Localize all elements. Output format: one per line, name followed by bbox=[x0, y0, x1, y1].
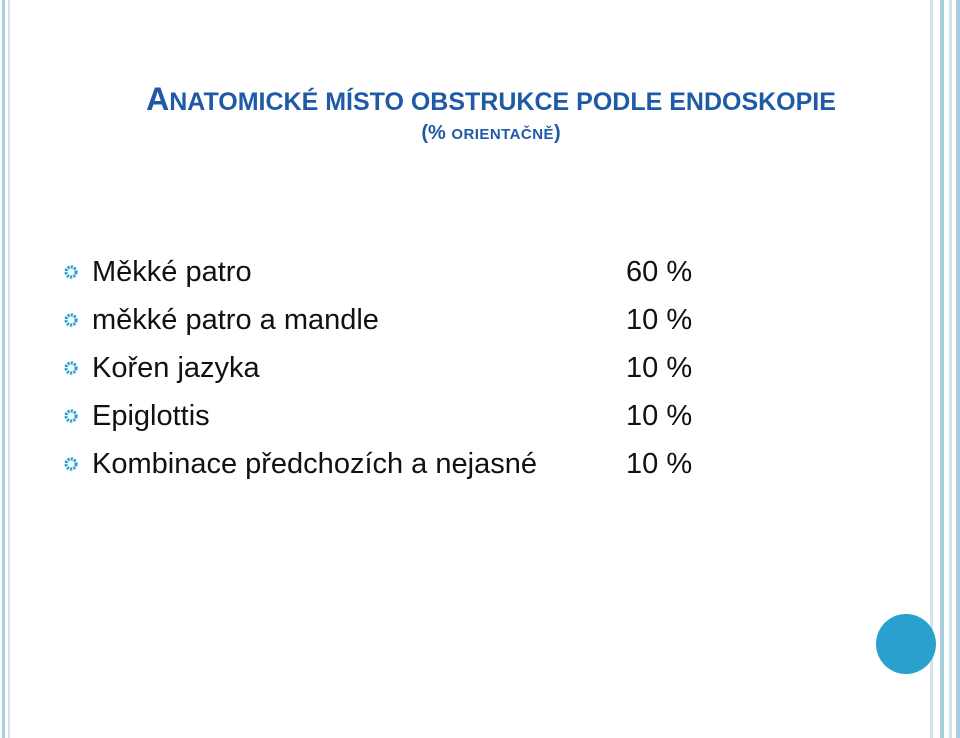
title-rest: NATOMICKÉ MÍSTO OBSTRUKCE PODLE ENDOSKOPIE bbox=[169, 88, 836, 116]
item-label: Kořen jazyka bbox=[92, 351, 260, 384]
item-label: Měkké patro bbox=[92, 255, 252, 288]
item-value: 10 % bbox=[626, 303, 693, 336]
title-paren-close: ) bbox=[553, 122, 561, 144]
list-item bbox=[64, 440, 692, 488]
slide-title bbox=[76, 82, 906, 149]
item-value: 10 % bbox=[626, 351, 693, 384]
item-value: 10 % bbox=[626, 399, 693, 432]
right-frame-decoration bbox=[930, 0, 960, 738]
title-line-1 bbox=[76, 82, 906, 119]
gear-icon bbox=[64, 313, 78, 327]
title-initial: A bbox=[146, 81, 170, 117]
title-line-2 bbox=[76, 119, 906, 149]
item-label: Kombinace předchozích a nejasné bbox=[92, 447, 537, 480]
title-paren-open: (% bbox=[421, 122, 446, 144]
item-label: měkké patro a mandle bbox=[92, 303, 379, 336]
gear-icon bbox=[64, 457, 78, 471]
gear-icon bbox=[64, 361, 78, 375]
title-subword: ORIENTAČNĚ bbox=[451, 126, 554, 143]
item-label: Epiglottis bbox=[92, 399, 210, 432]
accent-circle bbox=[876, 614, 936, 674]
list-item bbox=[64, 344, 692, 392]
left-frame-decoration bbox=[0, 0, 14, 738]
list-item bbox=[64, 296, 692, 344]
bullet-list bbox=[64, 248, 692, 488]
list-item bbox=[64, 248, 692, 296]
list-item bbox=[64, 392, 692, 440]
gear-icon bbox=[64, 409, 78, 423]
item-value: 10 % bbox=[626, 447, 693, 480]
item-value: 60 % bbox=[626, 255, 693, 288]
gear-icon bbox=[64, 265, 78, 279]
